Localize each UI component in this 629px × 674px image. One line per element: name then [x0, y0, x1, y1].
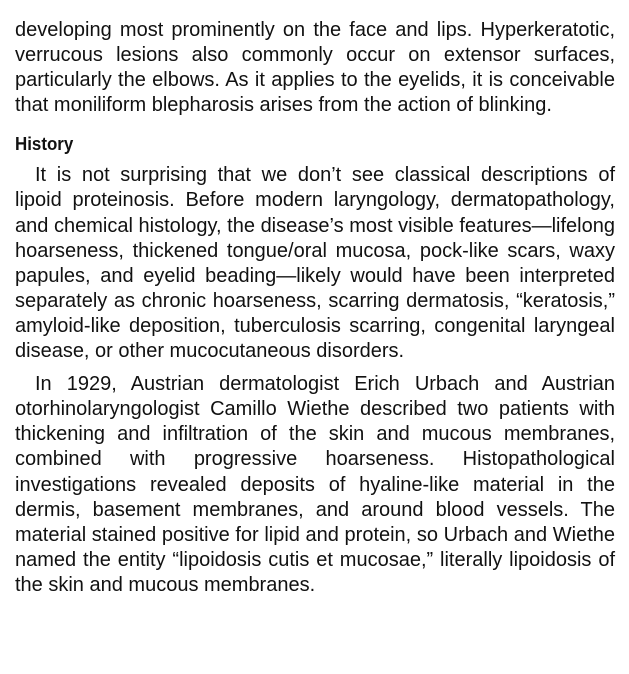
- section-heading-history: History: [15, 134, 74, 155]
- paragraph-history-2: In 1929, Austrian dermatologist Erich Urbach and Austrian otorhinolaryngologist Camillo Wiethe described two patients with thickening and infiltration of the skin and mucous membranes, combined with progressive hoarseness. Histopathological investigations revealed deposits of hyaline-like material in the dermis, basement membranes, and around blood vessels. The material stained positive for lipid and protein, so Urbach and Wiethe named the entity “lipoidosis cutis et mucosae,” literally lipoidosis of the skin and mucous membranes.: [15, 373, 615, 596]
- document-page: [15, 18, 615, 598]
- paragraph-history-1: It is not surprising that we don’t see classical descriptions of lipoid proteinosis. Before modern laryngology, dermatopathology, and chemical histology, the disease’s most visible features—lifelong hoarseness, thickened tongue/oral mucosa, pock-like scars, waxy papules, and eyelid beading—likely would have been interpreted separately as chronic hoarseness, scarring dermatosis, “keratosis,” amyloid-like deposition, tuberculosis scarring, congenital laryngeal disease, or other mucocutaneous disorders.: [15, 164, 615, 363]
- paragraph-continuation: developing most prominently on the face and lips. Hyperkeratotic, verrucous lesions also commonly occur on extensor surfaces, particularly the elbows. As it applies to the eyelids, it is conceivable that moniliform blepharosis arises from the action of blinking.: [15, 19, 615, 117]
